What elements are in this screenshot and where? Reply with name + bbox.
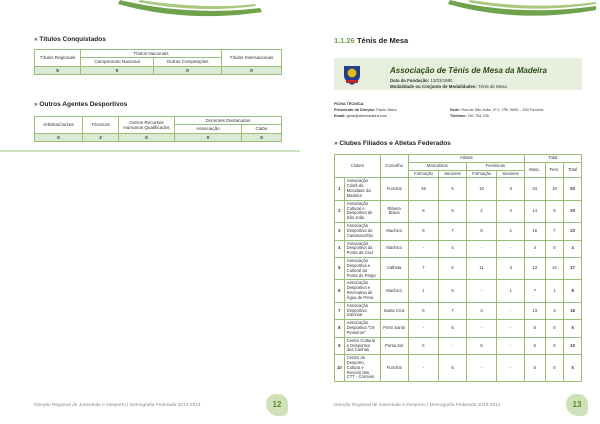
masc-formacao: 5	[408, 337, 439, 354]
row-number: 7	[335, 302, 345, 319]
h-total2: Total	[564, 162, 582, 178]
telefone: Telefone: 291 754 228	[450, 114, 489, 118]
masc-seniores: 5	[439, 355, 467, 382]
fem-seniores: -	[497, 355, 525, 382]
sub-campeonato: Campeonato Nacional	[81, 58, 154, 66]
table-row	[335, 302, 582, 319]
total: 16	[564, 302, 582, 319]
club-name: Associação Desportiva do Caramanchão	[344, 223, 380, 240]
total-fem: 19	[545, 178, 564, 200]
fem-formacao: -	[466, 240, 497, 257]
h-seniores-f: Seniores	[497, 170, 525, 178]
h-formacao-f: Formação	[466, 170, 497, 178]
section-title: 1.1.26 Ténis de Mesa	[334, 36, 409, 45]
total-masc: 16	[524, 223, 545, 240]
masc-seniores: 8	[439, 178, 467, 200]
masc-formacao: 9	[408, 223, 439, 240]
fem-seniores: 3	[497, 258, 525, 280]
fem-seniores: 2	[497, 223, 525, 240]
row-number: 4	[335, 240, 345, 257]
decorative-swoosh-left	[0, 0, 300, 30]
concelho: Ribeira Brava	[380, 200, 408, 222]
sub-associacao: Associação	[175, 125, 242, 133]
col-tecnicos: Técnicos	[83, 117, 119, 134]
col-nacionais: Títulos Nacionais	[81, 50, 222, 58]
total: 27	[564, 258, 582, 280]
total: 23	[564, 223, 582, 240]
page-number-left: 12	[272, 400, 282, 409]
masc-seniores: -	[439, 337, 467, 354]
total: 10	[564, 337, 582, 354]
masc-seniores: 6	[439, 280, 467, 302]
association-founded: Data da Fundação: 13/03/1980	[390, 78, 453, 83]
total: 4	[564, 240, 582, 257]
page-number-right: 13	[572, 400, 582, 409]
row-number: 3	[335, 223, 345, 240]
total-masc: 7	[524, 280, 545, 302]
clubes-body	[335, 178, 582, 382]
fem-seniores: 1	[497, 280, 525, 302]
masc-seniores: 7	[439, 302, 467, 319]
right-page	[300, 0, 600, 424]
h-fem: Fem.	[545, 162, 564, 178]
row-number: 10	[335, 355, 345, 382]
presidente: Presidente da Direção: Paulo Vieira	[334, 108, 397, 112]
agentes-heading: » Outros Agentes Desportivos	[34, 101, 128, 108]
clubes-heading: » Clubes Filiados e Atletas Federados	[334, 140, 451, 147]
total-fem: 0	[545, 320, 564, 337]
table-row	[335, 320, 582, 337]
masc-seniores: 6	[439, 200, 467, 222]
club-name: Associação Desportiva e Cultural da Ponta do Pargo	[344, 258, 380, 280]
ficha-tecnica: FICHA TÉCNICA:	[334, 102, 365, 106]
fem-seniores: -	[497, 302, 525, 319]
masc-formacao: -	[408, 240, 439, 257]
total-masc: 14	[524, 200, 545, 222]
sub-outras: Outras Competições	[154, 58, 222, 66]
table-row	[335, 223, 582, 240]
fem-formacao: 5	[466, 223, 497, 240]
col-docentes: Docentes Destacados	[175, 117, 282, 125]
total-masc: 4	[524, 240, 545, 257]
row-number: 2	[335, 200, 345, 222]
club-name: Associação Desportiva "Os Pioneiros"	[344, 320, 380, 337]
table-row	[335, 240, 582, 257]
table-row	[335, 258, 582, 280]
total-fem: 5	[545, 337, 564, 354]
fem-seniores: 4	[497, 200, 525, 222]
concelho: Porto Santo	[380, 320, 408, 337]
row-number: 8	[335, 320, 345, 337]
total-masc: 5	[524, 355, 545, 382]
agentes-values-row: 0 2 0 0 0	[35, 133, 282, 141]
total-fem: 0	[545, 355, 564, 382]
masc-formacao: 1	[408, 280, 439, 302]
h-masc: Masc.	[524, 162, 545, 178]
total-masc: 5	[524, 337, 545, 354]
fem-formacao: -	[466, 280, 497, 302]
sub-clube: Clube	[241, 125, 281, 133]
concelho: Machico	[380, 240, 408, 257]
masc-formacao: 26	[408, 178, 439, 200]
concelho: Machico	[380, 280, 408, 302]
fem-formacao: 2	[466, 200, 497, 222]
decorative-swoosh-right	[300, 0, 600, 30]
row-number: 9	[335, 337, 345, 354]
titulos-table	[34, 49, 282, 75]
fem-seniores: 3	[497, 178, 525, 200]
table-row	[335, 337, 582, 354]
total: 5	[564, 355, 582, 382]
h-total: Total	[524, 155, 581, 163]
row-number: 5	[335, 258, 345, 280]
masc-seniores: 6	[439, 258, 467, 280]
masc-seniores: 7	[439, 223, 467, 240]
association-logo	[342, 64, 362, 86]
fem-formacao: -	[466, 320, 497, 337]
h-atletas: Atletas	[408, 155, 524, 163]
club-name: Associação Desportiva da Ponta da Cruz	[344, 240, 380, 257]
total-masc: 34	[524, 178, 545, 200]
masc-formacao: -	[408, 320, 439, 337]
club-name: Associação Desportiva Galomar	[344, 302, 380, 319]
total-fem: 3	[545, 302, 564, 319]
table-row	[335, 355, 582, 382]
email: Email: geral@atmmadeira.com	[334, 114, 388, 118]
club-name: Associação Cristã da Mocidade da Madeira	[344, 178, 380, 200]
divider-band	[0, 150, 300, 152]
club-name: Associação Cultural e Desportiva de São João	[344, 200, 380, 222]
fem-formacao: 5	[466, 337, 497, 354]
masc-seniores: 4	[439, 240, 467, 257]
row-number: 6	[335, 280, 345, 302]
col-recursos: Outros Recursos Humanos Qualificados	[119, 117, 175, 134]
col-arbitros: Árbitros/Juízes	[35, 117, 83, 134]
masc-formacao: 8	[408, 200, 439, 222]
fem-formacao: -	[466, 355, 497, 382]
association-modalidade: Modalidade ou Conjunto de Modalidades: Ténis de Mesa	[390, 84, 507, 89]
total-fem: 7	[545, 223, 564, 240]
h-femininos: Femininos	[466, 162, 524, 170]
sede: Sede: Rua de São João, nº 2, 1ºB, 9000 – 190 Funchal	[450, 108, 544, 112]
total: 53	[564, 178, 582, 200]
total-masc: 13	[524, 302, 545, 319]
h-seniores-m: Seniores	[439, 170, 467, 178]
total: 20	[564, 200, 582, 222]
club-name: Centro Cultural e Desportivo dos Canhas	[344, 337, 380, 354]
club-name: Associação Desportiva e Recreativa de Água de Pena	[344, 280, 380, 302]
concelho: Funchal	[380, 178, 408, 200]
total-fem: 6	[545, 200, 564, 222]
fem-formacao: 3	[466, 302, 497, 319]
fem-formacao: 11	[466, 258, 497, 280]
masc-formacao: -	[408, 355, 439, 382]
footer-left: Direção Regional de Juventude e Desporto | Demografia Federada 2013-2014	[34, 403, 201, 408]
total-fem: 14	[545, 258, 564, 280]
h-clubes: Clubes	[335, 155, 381, 178]
total-masc: 6	[524, 320, 545, 337]
total-fem: 1	[545, 280, 564, 302]
total: 6	[564, 320, 582, 337]
h-formacao-m: Formação	[408, 170, 439, 178]
fem-formacao: 16	[466, 178, 497, 200]
col-regionais: Títulos Regionais	[35, 50, 81, 67]
club-name: Centro de Desporto, Cultura e Recreio das CTT - Correios	[344, 355, 380, 382]
table-row	[335, 178, 582, 200]
total-fem: 0	[545, 240, 564, 257]
total: 8	[564, 280, 582, 302]
agentes-table	[34, 116, 282, 142]
concelho: Santa Cruz	[380, 302, 408, 319]
fem-seniores: -	[497, 240, 525, 257]
concelho: Machico	[380, 223, 408, 240]
fem-seniores: -	[497, 337, 525, 354]
titulos-values-row: 5 0 0 0	[35, 66, 282, 74]
col-internacionais: Títulos Internacionais	[222, 50, 282, 67]
masc-seniores: 6	[439, 320, 467, 337]
concelho: Ponta Sol	[380, 337, 408, 354]
concelho: Calheta	[380, 258, 408, 280]
total-masc: 13	[524, 258, 545, 280]
h-concelho: Concelho	[380, 155, 408, 178]
masc-formacao: 7	[408, 258, 439, 280]
clubes-table	[334, 154, 582, 382]
masc-formacao: 6	[408, 302, 439, 319]
h-masculinos: Masculinos	[408, 162, 466, 170]
concelho: Funchal	[380, 355, 408, 382]
footer-right: Direção Regional de Juventude e Desporto | Demografia Federada 2013-2014	[334, 403, 501, 408]
fem-seniores: -	[497, 320, 525, 337]
table-row	[335, 280, 582, 302]
association-name: Associação de Ténis de Mesa da Madeira	[390, 66, 547, 75]
row-number: 1	[335, 178, 345, 200]
table-row	[335, 200, 582, 222]
titulos-heading: » Títulos Conquistados	[34, 36, 106, 43]
